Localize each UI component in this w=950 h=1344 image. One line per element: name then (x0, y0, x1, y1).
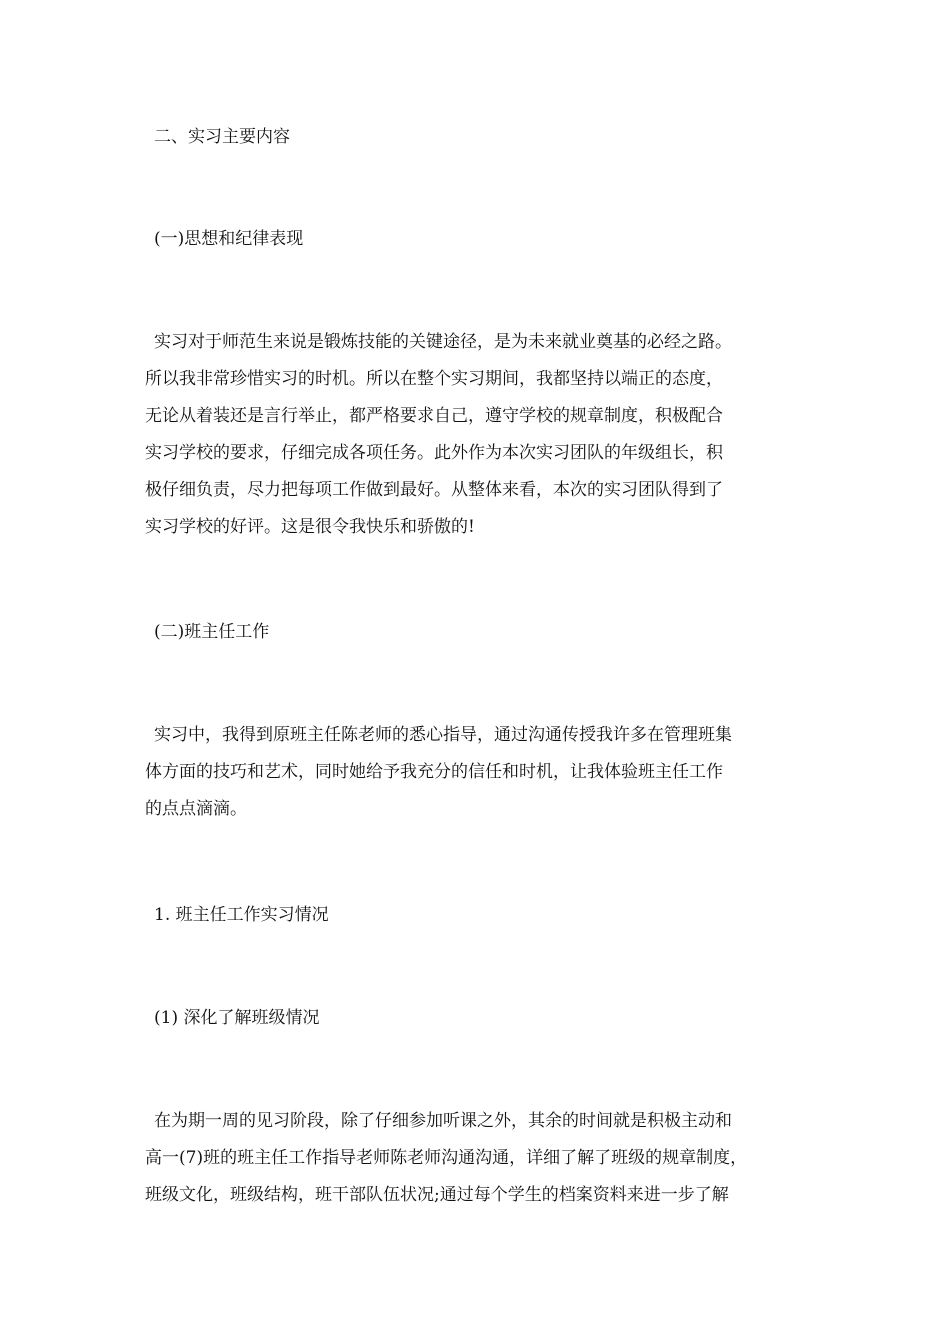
subitem-heading (145, 1000, 820, 1037)
paragraph-line: 的点点滴滴。 (145, 799, 247, 819)
section-heading (145, 119, 820, 156)
paragraph-line: 实习对于师范生来说是锻炼技能的关键途径，是为未来就业奠基的必经之路。 (154, 332, 732, 352)
paragraph-line: 无论从着装还是言行举止，都严格要求自己，遵守学校的规章制度，积极配合 (145, 406, 723, 426)
paragraph-line: 在为期一周的见习阶段，除了仔细参加听课之外，其余的时间就是积极主动和 (154, 1111, 732, 1131)
subheading-discipline (145, 221, 820, 258)
subheading-discipline-text: (一)思想和纪律表现 (154, 229, 304, 249)
paragraph-class-situation (145, 1103, 820, 1214)
paragraph-line: 高一(7)班的班主任工作指导老师陈老师沟通沟通，详细了解了班级的规章制度， (145, 1148, 748, 1168)
subheading-head-teacher (145, 614, 820, 651)
paragraph-line: 实习中，我得到原班主任陈老师的悉心指导，通过沟通传授我许多在管理班集 (154, 725, 732, 745)
paragraph-line: 极仔细负责，尽力把每项工作做到最好。从整体来看，本次的实习团队得到了 (145, 480, 723, 500)
subheading-head-teacher-text: (二)班主任工作 (154, 622, 270, 642)
paragraph-line: 体方面的技巧和艺术，同时她给予我充分的信任和时机，让我体验班主任工作 (145, 762, 723, 782)
paragraph-discipline (145, 324, 820, 546)
subitem-heading-text: (1) 深化了解班级情况 (154, 1008, 320, 1028)
item-heading (145, 897, 820, 934)
paragraph-head-teacher (145, 717, 820, 828)
paragraph-line: 所以我非常珍惜实习的时机。所以在整个实习期间，我都坚持以端正的态度， (145, 369, 723, 389)
paragraph-line: 实习学校的好评。这是很令我快乐和骄傲的! (145, 517, 475, 537)
paragraph-line: 班级文化，班级结构，班干部队伍状况;通过每个学生的档案资料来进一步了解 (145, 1185, 729, 1205)
section-heading-text: 二、实习主要内容 (154, 127, 290, 147)
item-heading-text: 1. 班主任工作实习情况 (154, 905, 329, 925)
paragraph-line: 实习学校的要求，仔细完成各项任务。此外作为本次实习团队的年级组长，积 (145, 443, 723, 463)
